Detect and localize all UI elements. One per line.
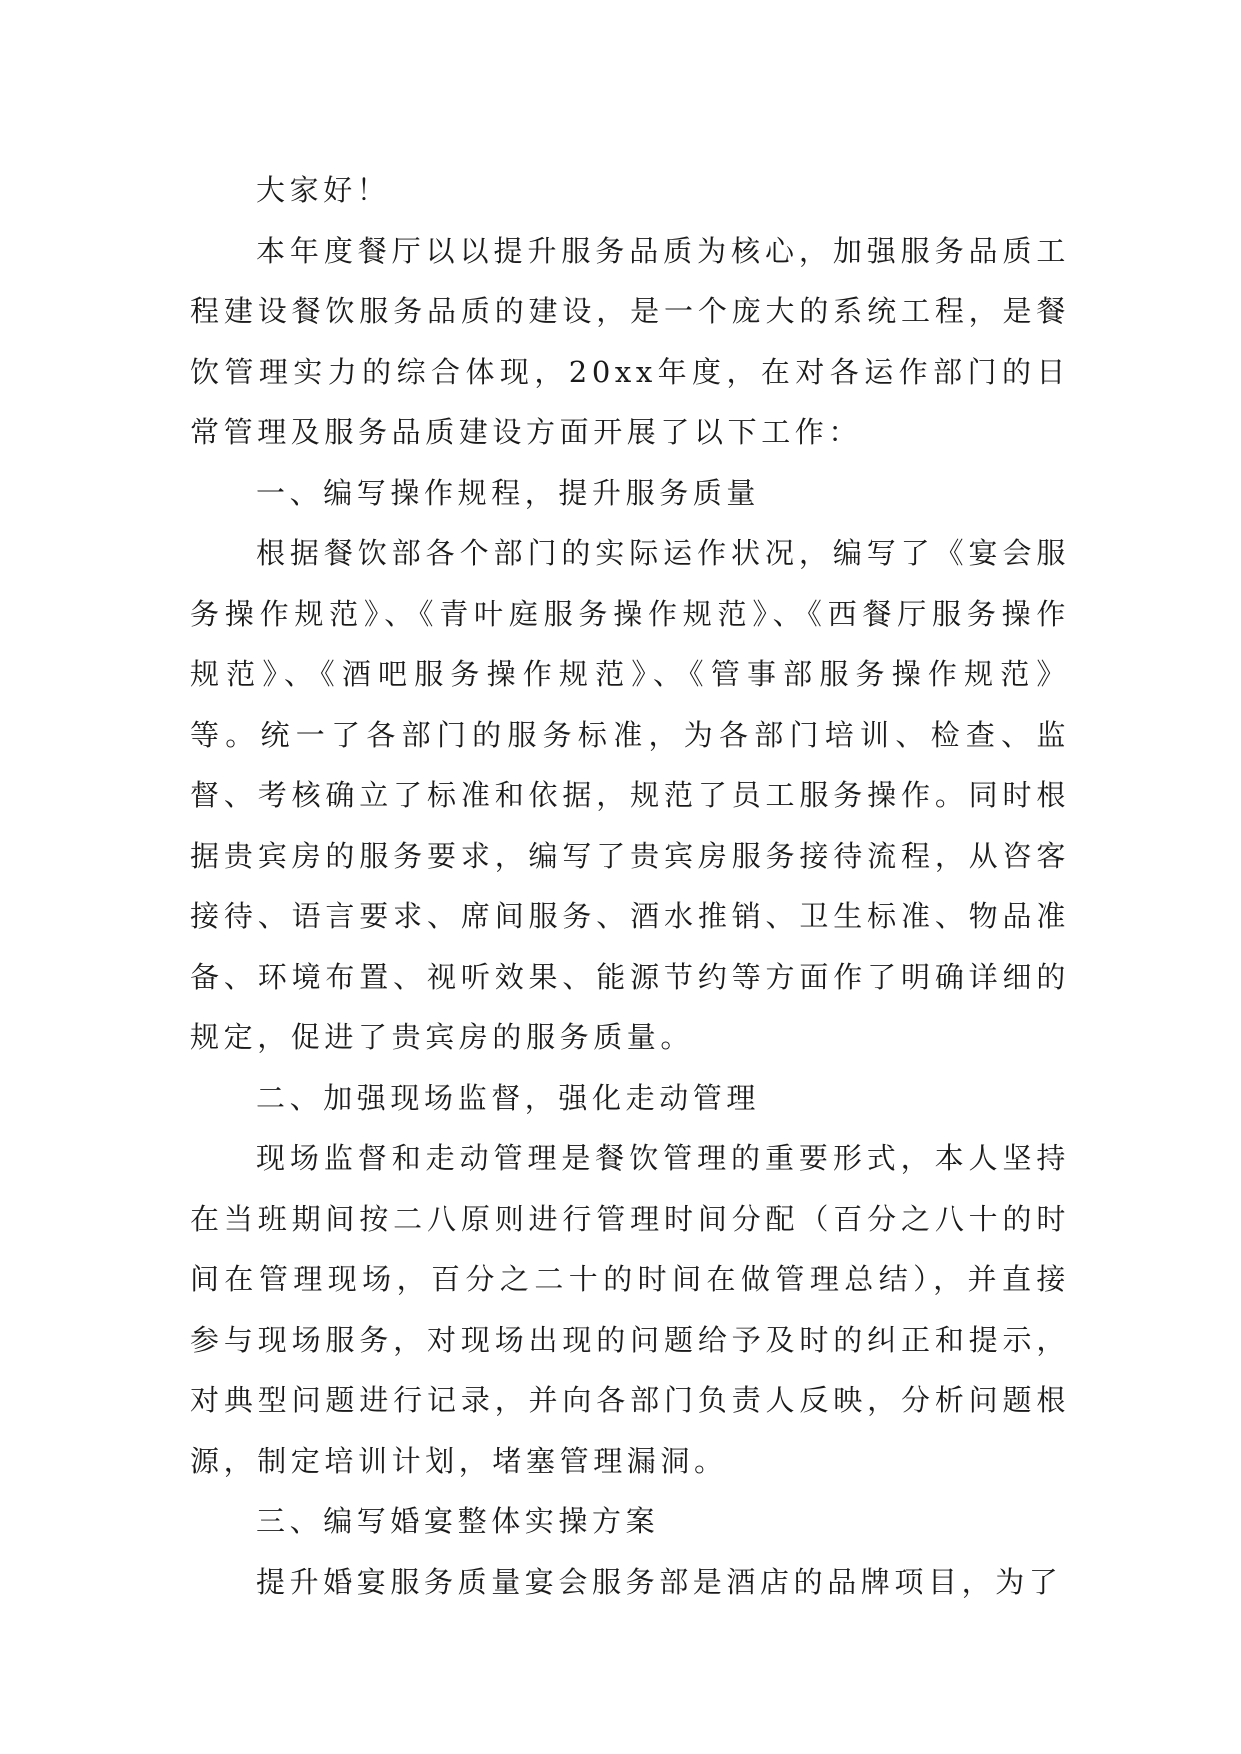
section-2-body: 现场监督和走动管理是餐饮管理的重要形式，本人坚持在当班期间按二八原则进行管理时间分配（百分之八十的时间在管理现场，百分之二十的时间在做管理总结），并直接参与现场服务，对现场出现的问题给予及时的纠正和提示，对典型问题进行记录，并向各部门负责人反映，分析问题根源，制定培训计划，堵塞管理漏洞。: [190, 1141, 1070, 1478]
section-heading-3: 三、编写婚宴整体实操方案: [256, 1504, 660, 1538]
greeting: 大家好！: [256, 173, 391, 207]
section-heading-1: 一、编写操作规程，提升服务质量: [256, 475, 761, 510]
section-3-body: 提升婚宴服务质量宴会服务部是酒店的品牌项目，为了: [256, 1564, 1063, 1599]
section-1-body: 根据餐饮部各个部门的实际运作状况，编写了《宴会服务操作规范》、《青叶庭服务操作规范》、《西餐厅服务操作规范》、《酒吧服务操作规范》、《管事部服务操作规范》等。统一了各部门的服务标准，为各部门培训、检查、监督、考核确立了标准和依据，规范了员工服务操作。同时根据贵宾房的服务要求，编写了贵宾房服务接待流程，从咨客接待、语言要求、席间服务、酒水推销、卫生标准、物品准备、环境布置、视听效果、能源节约等方面作了明确详细的规定，促进了贵宾房的服务质量。: [190, 536, 1070, 1054]
document-page: [190, 160, 1070, 1612]
section-heading-2: 二、加强现场监督，强化走动管理: [256, 1080, 761, 1115]
intro-paragraph: 本年度餐厅以以提升服务品质为核心，加强服务品质工程建设餐饮服务品质的建设，是一个庞大的系统工程，是餐饮管理实力的综合体现，20xx年度，在对各运作部门的日常管理及服务品质建设方面开展了以下工作：: [190, 233, 1070, 449]
